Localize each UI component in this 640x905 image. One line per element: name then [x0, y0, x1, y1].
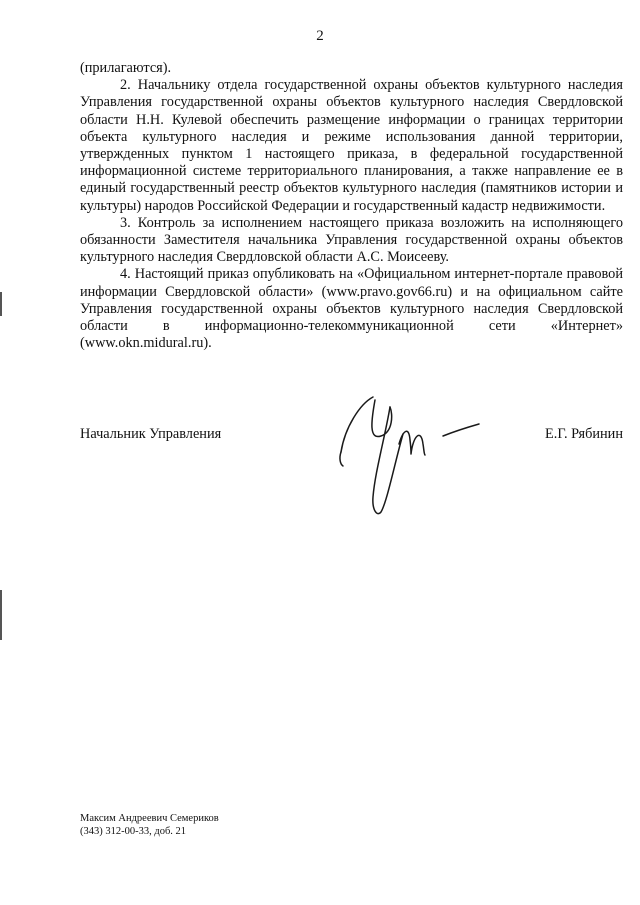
- paragraph-item-2: 2. Начальнику отдела государственной охраны объектов культурного наследия Управления государственной охраны объектов культурного наследия Свердловской области Н.Н. Кулевой обеспечить размещение информации о границах территории объекта культурного наследия и режиме использования данной территории, утвержденных пунктом 1 настоящего приказа, в федеральной государственной информационной системе территориального планирования, а также направление ее в единый государственный реестр объектов культурного наследия (памятников истории и культуры) народов Российской Федерации и государственный кадастр недвижимости.: [80, 77, 623, 214]
- paragraph-continuation: (прилагаются).: [80, 60, 172, 76]
- paragraph-item-3: 3. Контроль за исполнением настоящего приказа возложить на исполняющего обязанности Заместителя начальника Управления государственной охраны объектов культурного наследия Свердловской области А.С. Моисееву.: [80, 214, 623, 266]
- handwritten-signature: [335, 392, 485, 522]
- scan-edge-mark: [0, 292, 2, 316]
- executor-name: Максим Андреевич Семериков: [80, 813, 219, 824]
- executor-phone: (343) 312-00-33, доб. 21: [80, 826, 187, 837]
- signatory-title: Начальник Управления: [80, 426, 222, 442]
- document-body: [80, 60, 623, 352]
- signatory-name: Е.Г. Рябинин: [545, 426, 623, 442]
- executor-footer: [80, 812, 219, 838]
- scan-edge-mark: [0, 590, 2, 640]
- page-number: 2: [316, 28, 324, 44]
- paragraph-item-4: 4. Настоящий приказ опубликовать на «Официальном интернет-портале правовой информации Свердловской области» (www.pravo.gov66.ru) и на официальном сайте Управления государственной охраны объектов культурного наследия Свердловской области в информационно-телекоммуникационной сети «Интернет» (www.okn.midural.ru).: [80, 266, 623, 352]
